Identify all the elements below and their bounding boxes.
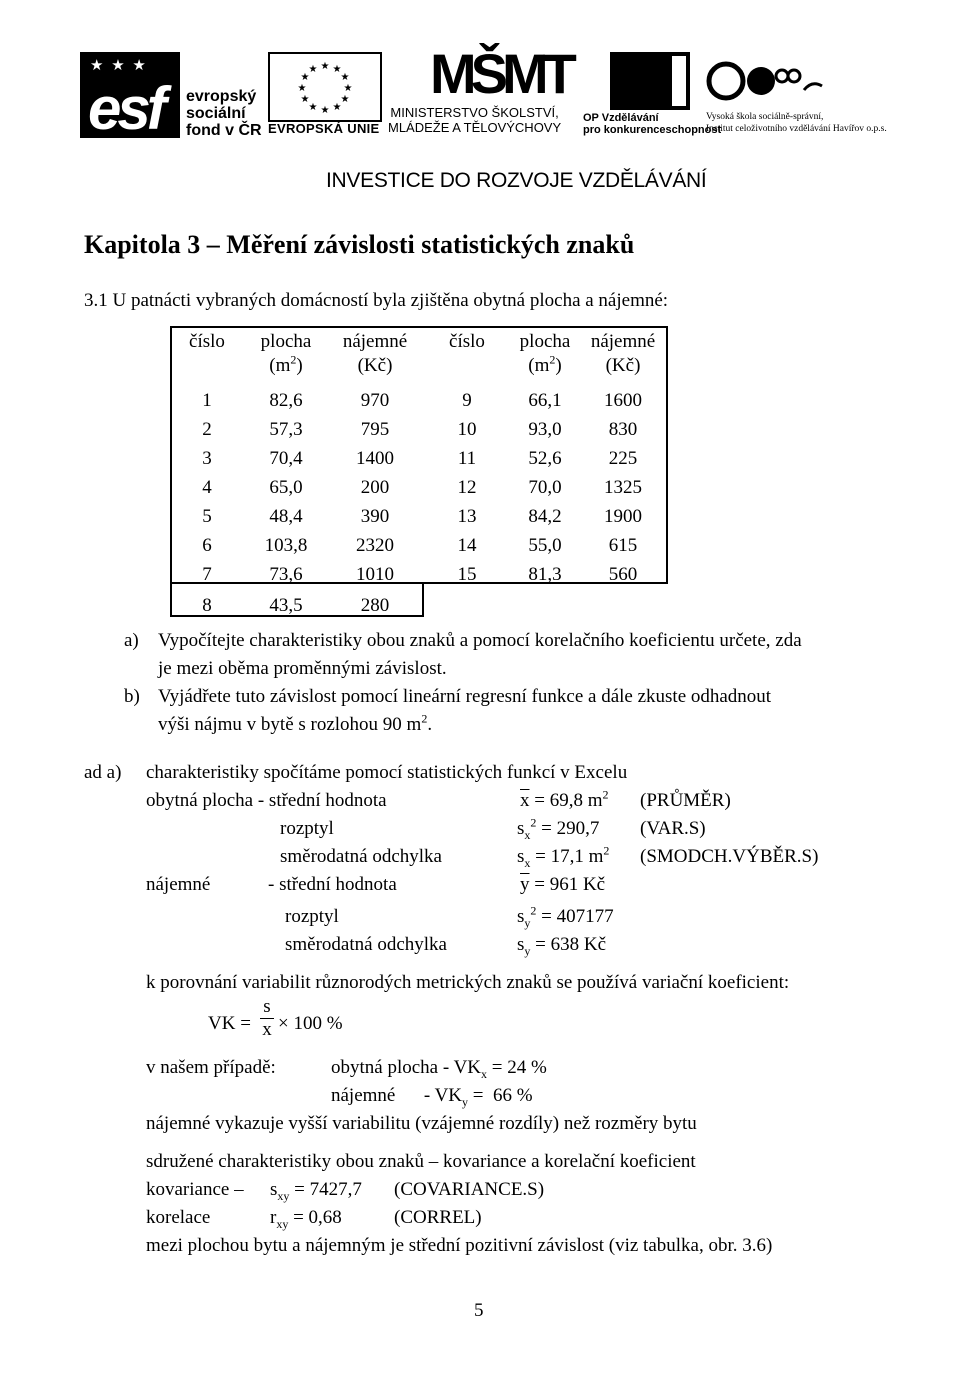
table-cell: 52,6 [528,447,562,469]
area-sd-label: směrodatná odchylka [280,846,442,867]
table-cell: 5 [202,505,212,527]
table-cell: 280 [360,595,390,616]
msmt-logo: MŠMT [430,42,571,105]
rent-var-label: rozptyl [285,906,339,927]
eu-caption: EVROPSKÁ UNIE [268,121,380,136]
table-cell: 10 [457,418,477,440]
task-b-label: b) [124,686,140,707]
area-mean-fn: (PRŮMĚR) [640,790,731,811]
area-var-fn: (VAR.S) [640,818,706,839]
area-sd-fn: (SMODCH.VÝBĚR.S) [640,846,819,867]
svg-text:★: ★ [332,64,342,75]
area-mean: $\overline{x} = 69,8$ $m^2$ [520,787,609,811]
star-icon: ★ ★ ★ [90,58,148,74]
investice-banner: INVESTICE DO ROZVOJE VZDĚLÁVÁNÍ [326,169,707,192]
cov-fn: (COVARIANCE.S) [394,1179,545,1200]
svg-text:★: ★ [308,64,318,75]
table-cell: 11 [457,447,477,469]
joint-intro: sdružené charakteristiky obou znaků – kovariance a korelační koeficient [146,1151,696,1172]
page-number: 5 [474,1300,484,1321]
table-cell: 1010 [356,563,394,585]
task-a-label: a) [124,630,139,651]
area-sd: $s_x = 17,1$ $m^2$ [517,843,610,870]
msmt-caption: MINISTERSTVO ŠKOLSTVÍ, MLÁDEŽE A TĚLOVÝCHOVY [388,105,562,135]
table-cell [578,589,668,623]
table-cell: 48,4 [269,505,303,527]
table-cell: 560 [608,563,638,585]
svg-text:★: ★ [297,83,307,94]
table-header: nájemné (Kč) [342,331,408,376]
table-cell: 93,0 [528,418,562,440]
cov-value: $s_{xy} = 7427,7$ [270,1179,362,1203]
solution-intro: charakteristiky spočítáme pomocí statistických funkcí v Excelu [146,762,628,783]
table-cell: 390 [360,505,390,527]
table-cell: 970 [360,389,390,411]
vk-denominator: x [262,1019,272,1040]
table-cell: 57,3 [269,418,303,440]
table-row [170,415,668,444]
case-area: obytná plocha - $VK_x = 24$ % [331,1057,547,1081]
table-cell: 1325 [604,476,642,498]
table-cell: 1 [202,389,212,411]
table-cell: 103,8 [264,534,308,556]
table-row [170,589,668,623]
area-label: obytná plocha - střední hodnota [146,790,387,811]
chapter-title: Kapitola 3 – Měření závislosti statistických znaků [84,230,635,259]
table-cell: 225 [608,447,638,469]
table-cell: 6 [202,534,212,556]
table-header: plocha $(m^2)$ [260,331,312,376]
svg-text:★: ★ [300,72,310,83]
task-a-line1: Vypočítejte charakteristiky obou znaků a pomocí korelačního koeficientu určete, zda [158,630,802,651]
corr-label: korelace [146,1207,211,1228]
task-b-line2: výši nájmu v bytě s rozlohou 90 $m^2$. [158,711,433,735]
table-cell: 200 [360,476,390,498]
table-cell: 13 [457,505,477,527]
svg-text:★: ★ [300,94,310,105]
svg-text:★: ★ [343,83,353,94]
vk-intro: k porovnání variabilit různorodých metrických znaků se používá variační koeficient: [146,972,790,993]
rent-sd: $s_y = 638$ Kč [517,934,607,958]
svg-text:★: ★ [308,102,318,113]
table-cell: 2 [202,418,212,440]
table-header: číslo [449,331,485,352]
task-b-line1: Vyjádřete tuto závislost pomocí lineární regresní funkce a dále zkuste odhadnout [158,686,772,707]
area-var: $s_x^2 = 290,7$ [517,815,600,842]
table-cell: 15 [457,563,477,585]
svg-text:★: ★ [320,61,330,72]
conclusion-correlation: mezi plochou bytu a nájemným je střední pozitivní závislost (viz tabulka, obr. 3.6) [146,1235,773,1256]
table-cell: 7 [202,563,212,585]
rent-sd-label: směrodatná odchylka [285,934,447,955]
case-rent: nájemné - $VK_y = 66$ % [331,1085,533,1109]
table-header: nájemné (Kč) [590,331,656,376]
table-cell: 65,0 [269,476,303,498]
vk-fraction [260,996,274,1041]
table-row [170,531,668,560]
table-cell [422,589,512,623]
table-header: číslo [189,331,225,352]
table-header-row [170,326,668,386]
table-row [170,502,668,531]
data-table [170,326,668,623]
table-cell: 82,6 [269,389,303,411]
op-caption: OP Vzdělávání pro konkurenceschopnost [583,112,722,136]
table-cell: 84,2 [528,505,562,527]
rent-var: $s_y^2 = 407177$ [517,903,614,930]
table-cell: 795 [360,418,390,440]
table-cell: 9 [462,389,472,411]
solution-label: ad a) [84,762,122,783]
cov-label: kovariance – [146,1179,244,1200]
table-cell: 43,5 [269,595,303,616]
table-cell: 12 [457,476,477,498]
vss-logo [706,60,826,102]
table-row [170,444,668,473]
table-cell: 1400 [356,447,394,469]
table-cell: 66,1 [528,389,562,411]
vk-rhs: × 100 % [278,1013,343,1034]
vk-lhs: VK = [208,1013,251,1034]
table-cell: 1600 [604,389,642,411]
table-row [170,473,668,502]
table-cell: 55,0 [528,534,562,556]
table-cell: 8 [202,595,212,616]
table-cell: 3 [202,447,212,469]
svg-text:★: ★ [332,102,342,113]
table-cell: 70,4 [269,447,303,469]
table-cell: 1900 [604,505,642,527]
table-cell: 830 [608,418,638,440]
esf-mark: esf [88,75,163,142]
table-row [170,386,668,415]
task-a-line2: je mezi oběma proměnnými závislost. [158,658,447,679]
svg-text:★: ★ [320,105,330,116]
table-cell: 14 [457,534,477,556]
corr-fn: (CORREL) [394,1207,482,1228]
table-header: plocha $(m^2)$ [519,331,571,376]
table-cell: 4 [202,476,212,498]
rent-label: nájemné [146,874,211,895]
vss-caption: Vysoká škola sociálně-správní, Institut celoživotního vzdělávání Havířov o.p.s. [706,112,887,134]
op-logo [610,52,690,110]
table-cell: 81,3 [528,563,562,585]
esf-caption: evropský sociální fond v ČR [186,88,262,139]
svg-text:★: ★ [340,72,350,83]
table-cell: 70,0 [528,476,562,498]
esf-logo [80,52,180,142]
eu-flag-icon [268,52,382,122]
rent-mean: $\overline{y} = 961$ Kč [520,874,606,895]
table-cell: 2320 [356,534,394,556]
table-cell: 615 [608,534,638,556]
table-row [170,560,668,589]
corr-value: $r_{xy} = 0,68$ [270,1207,342,1231]
table-cell: 73,6 [269,563,303,585]
vk-numerator: s [260,996,274,1019]
rent-mean-label: - střední hodnota [268,874,397,895]
case-label: v našem případě: [146,1057,276,1078]
area-var-label: rozptyl [280,818,334,839]
exercise-intro: 3.1 U patnácti vybraných domácností byla zjištěna obytná plocha a nájemné: [84,290,669,311]
conclusion-variability: nájemné vykazuje vyšší variabilitu (vzájemné rozdíly) než rozměry bytu [146,1113,697,1134]
table-cell [512,589,578,623]
svg-text:★: ★ [340,94,350,105]
